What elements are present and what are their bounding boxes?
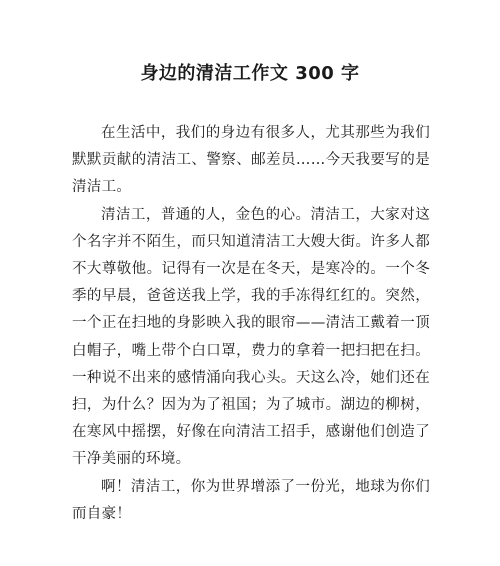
- paragraph-3: 啊！清洁工，你为世界增添了一份光，地球为你们而自豪！: [72, 478, 430, 522]
- paragraph-1: 在生活中，我们的身边有很多人，尤其那些为我们默默贡献的清洁工、警察、邮差员……今天我要写的是清洁工。: [72, 125, 430, 196]
- paragraph-2: 清洁工，普通的人，金色的心。清洁工，大家对这个名字并不陌生，而只知道清洁工大嫂大街。许多人都不大尊敬他。记得有一次是在冬天，是寒冷的。一个冬季的早晨，爸爸送我上学，我的手冻得红红的。突然，一个正在扫地的身影映入我的眼帘——清洁工戴着一顶白帽子，嘴上带个白口罩，费力的拿着一把扫把在扫。一种说不出来的感情涌向我心头。天这么冷，她们还在扫，为什么？因为为了祖国；为了城市。湖边的柳树，在寒风中摇摆，好像在向清洁工招手，感谢他们创造了干净美丽的环境。: [72, 206, 430, 468]
- document-body: [72, 120, 430, 528]
- document-title: 身边的清洁工作文 300 字: [140, 63, 360, 84]
